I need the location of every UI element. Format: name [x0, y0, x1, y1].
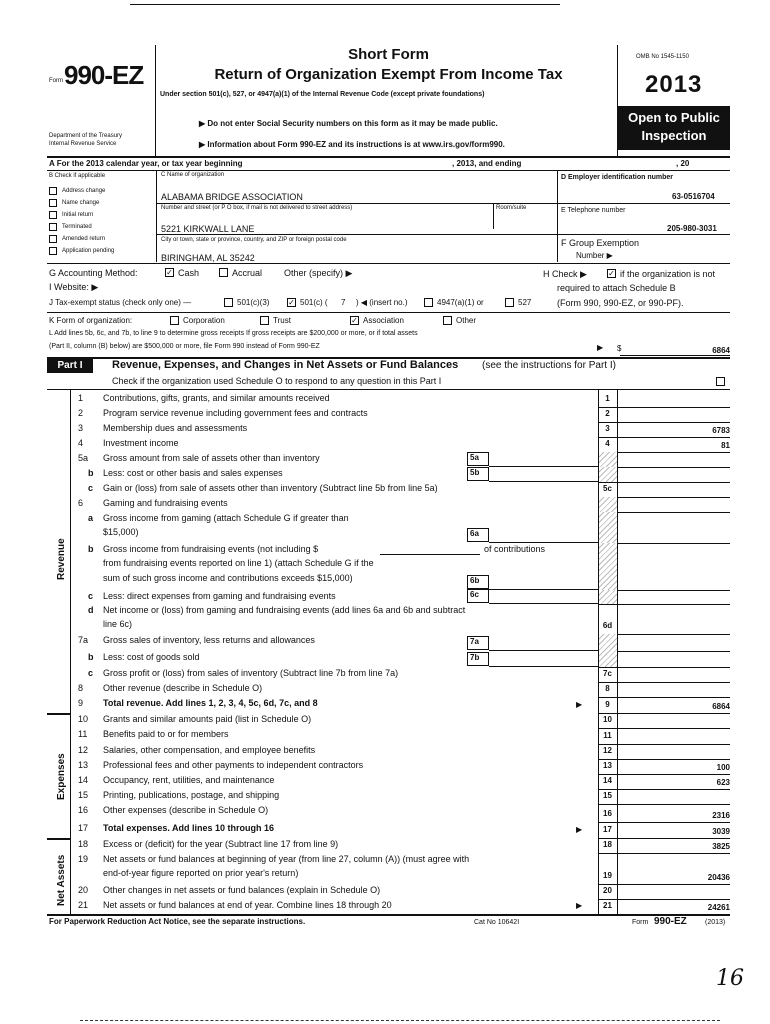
line-l-text-2: (Part II, column (B) below) are $500,000 or more, file Form 990 instead of Form 990-EZ [49, 343, 320, 350]
line-amount[interactable]: 81 [721, 441, 730, 450]
open-public-line-2: Inspection [641, 128, 707, 143]
527-checkbox[interactable] [505, 298, 514, 307]
ein-value: 63-0516704 [672, 192, 715, 201]
line-a-20: , 20 [676, 159, 690, 168]
b-c-divider [156, 170, 157, 262]
applicable-checkbox[interactable] [49, 247, 57, 255]
trust-checkbox[interactable] [260, 316, 269, 325]
handwritten-page-mark: 16 [716, 966, 744, 991]
line-a-rule [47, 170, 730, 171]
h-text-2: required to attach Schedule B [557, 283, 676, 293]
tax-exempt-label: J Tax-exempt status (check only one) — [49, 298, 192, 307]
shaded-cell [599, 512, 617, 543]
h-text-1: if the organization is not [620, 269, 716, 279]
line-a-and-ending: , 2013, and ending [452, 159, 522, 168]
dept-line-2: Internal Revenue Service [49, 141, 117, 147]
street-label: Number and street (or P O box, if mail is not delivered to street address) [161, 205, 353, 211]
line-number: 14 [78, 775, 89, 785]
line-number: 21 [78, 900, 89, 910]
shaded-cell [599, 634, 617, 651]
line-description: Printing, publications, postage, and shipping [103, 790, 280, 800]
subline-box: 7a [467, 636, 489, 650]
line-ref: 13 [603, 761, 612, 770]
line-description: Benefits paid to or for members [103, 729, 229, 739]
revenue-expenses-split [47, 713, 70, 715]
row-rule [598, 667, 730, 668]
accrual-checkbox[interactable] [219, 268, 228, 277]
form-number: 990-EZ [64, 60, 144, 90]
line-description: Contributions, gifts, grants, and similar amounts received [103, 393, 330, 403]
row-rule [598, 804, 730, 805]
header-bottom-rule [47, 156, 730, 158]
row-rule [598, 422, 730, 423]
line-a-label: A For the 2013 calendar year, or tax year beginning [49, 159, 243, 168]
line-description: Program service revenue including government fees and contracts [103, 408, 368, 418]
subline-amount-field[interactable] [489, 466, 598, 467]
row-rule [598, 543, 730, 544]
line-ref: 11 [603, 731, 612, 740]
applicable-checkbox-label: Initial return [62, 212, 94, 218]
line-number: 9 [78, 698, 84, 708]
line-ref: 14 [603, 776, 612, 785]
line-number: 2 [78, 408, 84, 418]
4947-label: 4947(a)(1) or [437, 298, 484, 307]
expenses-net-split [47, 838, 70, 840]
line-number: b [88, 652, 94, 662]
line-ref: 9 [605, 700, 610, 709]
line-l-amount-rule [620, 355, 730, 356]
org-name: ALABAMA BRIDGE ASSOCIATION [161, 192, 303, 202]
phone-rule [557, 234, 730, 235]
group-exemption-label: F Group Exemption [561, 238, 640, 248]
line-description: Gross amount from sale of assets other than inventory [103, 453, 320, 463]
part1-check-rule [47, 389, 730, 390]
h-text-3: (Form 990, 990-EZ, or 990-PF). [557, 298, 684, 308]
line-description-cont: line 6c) [103, 619, 133, 629]
line-number: 17 [78, 823, 89, 833]
schedule-o-checkbox[interactable] [716, 377, 725, 386]
part1-title-suffix: (see the instructions for Part I) [482, 360, 616, 371]
subline-box: 6b [467, 575, 489, 589]
501c3-checkbox[interactable] [224, 298, 233, 307]
ein-rule [557, 203, 730, 204]
subline-amount-field[interactable] [489, 481, 598, 482]
room-divider [493, 203, 494, 229]
h-check-label: H Check ▶ [543, 269, 587, 279]
ein-label: D Employer identification number [561, 174, 674, 181]
header-divider-left [155, 45, 156, 157]
shaded-cell [599, 497, 617, 512]
line-description: Other revenue (describe in Schedule O) [103, 683, 263, 693]
row-rule [598, 884, 730, 885]
under-section: Under section 501(c), 527, or 4947(a)(1) of the Internal Revenue Code (except private foundations) [160, 91, 485, 98]
row-rule [598, 682, 730, 683]
info-notice: ▶ Information about Form 990-EZ and its instructions is at www.irs.gov/form990. [199, 140, 505, 149]
name-of-org-label: C Name of organization [161, 172, 225, 178]
applicable-checkbox[interactable] [49, 199, 57, 207]
applicable-checkbox[interactable] [49, 211, 57, 219]
line-number: 1 [78, 393, 84, 403]
phone-value: 205-980-3031 [667, 224, 717, 233]
website-label: I Website: ▶ [49, 282, 99, 292]
501c-label: 501(c) ( [300, 298, 328, 307]
section-bcd-rule [47, 263, 730, 264]
line-description: Gain or (loss) from sale of assets other than inventory (Subtract line 5b from line 5a) [103, 483, 438, 493]
line-ref: 15 [603, 791, 612, 800]
arrow-icon: ▶ [576, 901, 583, 910]
line-number: c [88, 483, 94, 493]
line-number: a [88, 513, 94, 523]
part1-bottom-rule [47, 914, 730, 916]
line-ref: 17 [603, 825, 612, 834]
other-org-checkbox[interactable] [443, 316, 452, 325]
line-description: Salaries, other compensation, and employee benefits [103, 745, 316, 755]
footer-form-year: (2013) [705, 919, 726, 926]
section-j-rule [47, 312, 730, 313]
line-number: c [88, 668, 94, 678]
footer-form-number: 990-EZ [654, 916, 687, 927]
association-label: Association [363, 316, 404, 325]
line-number: c [88, 591, 94, 601]
row-rule [598, 697, 730, 698]
line-ref: 5c [603, 484, 612, 493]
phone-label: E Telephone number [561, 207, 626, 214]
shaded-cell [599, 543, 617, 590]
other-org-label: Other [456, 316, 477, 325]
line-number: 15 [78, 790, 89, 800]
subline-box: 6a [467, 528, 489, 542]
line-ref: 10 [603, 715, 612, 724]
501c-number: 7 [341, 298, 346, 307]
shaded-cell [599, 467, 617, 482]
line-description-cont: $15,000) [103, 527, 139, 537]
row-rule [598, 774, 730, 775]
line-description: Gaming and fundraising events [103, 498, 228, 508]
line-description: Gross income from fundraising events (not including $ [103, 544, 319, 554]
applicable-checkbox[interactable] [49, 223, 57, 231]
line-amount[interactable]: 24261 [707, 903, 730, 912]
line-l-amount: 6864 [712, 346, 730, 355]
form-of-org-label: K Form of organization: [49, 316, 133, 325]
check-applicable-label: B Check if applicable [49, 173, 106, 179]
line-number: 12 [78, 745, 89, 755]
line-description: Gross profit or (loss) from sales of inventory (Subtract line 7b from line 7a) [103, 668, 399, 678]
part1-badge: Part I [47, 359, 93, 373]
other-method-label: Other (specify) ▶ [284, 268, 353, 278]
row-rule [598, 651, 730, 652]
line-ref: 18 [603, 840, 612, 849]
shaded-cell [599, 590, 617, 604]
footer-form-word: Form [632, 919, 649, 926]
applicable-checkbox-label: Terminated [62, 224, 92, 230]
open-public-line-1: Open to Public [628, 110, 720, 125]
row-rule [598, 899, 730, 900]
line-number: 13 [78, 760, 89, 770]
row-rule [598, 467, 730, 468]
line-description: Less: direct expenses from gaming and fundraising events [103, 591, 336, 601]
row-rule [598, 634, 730, 635]
subline-box: 5b [467, 467, 489, 481]
line-number: 11 [78, 729, 88, 739]
527-label: 527 [518, 298, 532, 307]
line-description: Net assets or fund balances at end of year. Combine lines 18 through 20 [103, 900, 392, 910]
cash-label: Cash [178, 268, 200, 278]
line-amount[interactable]: 623 [716, 778, 730, 787]
group-exemption-number: Number ▶ [576, 251, 613, 260]
line-l-dollar: $ [617, 344, 622, 353]
row-rule [598, 744, 730, 745]
row-rule [598, 512, 730, 513]
line-description-cont: sum of such gross income and contributions exceeds $15,000) [103, 573, 353, 583]
corporation-label: Corporation [183, 316, 225, 325]
line-number: 6 [78, 498, 84, 508]
line-amount[interactable]: 100 [716, 763, 730, 772]
arrow-icon: ▶ [576, 700, 583, 709]
applicable-checkbox-label: Application pending [62, 248, 115, 254]
subline-box: 7b [467, 652, 489, 666]
line-number: d [88, 605, 94, 615]
room-label: Room/suite [496, 205, 527, 211]
row-rule [598, 789, 730, 790]
line-amount[interactable]: 6783 [712, 426, 730, 435]
line-description: Other expenses (describe in Schedule O) [103, 805, 269, 815]
line-number: 16 [78, 805, 89, 815]
line-amount[interactable]: 3825 [712, 842, 730, 851]
line-amount[interactable]: 2316 [712, 811, 730, 820]
line-description-cont: end-of-year figure reported on prior year's return) [103, 868, 299, 878]
line-number: 10 [78, 714, 89, 724]
paperwork-notice: For Paperwork Reduction Act Notice, see the separate instructions. [49, 917, 306, 926]
subline-amount-field[interactable] [489, 603, 598, 604]
org-name-rule [156, 203, 557, 204]
line-ref: 1 [605, 394, 610, 403]
line-number: b [88, 468, 94, 478]
line-l-text-1: L Add lines 5b, 6c, and 7b, to line 9 to determine gross receipts If gross receipts are $200,000 or more, or if total assets [49, 330, 418, 337]
line-description: Total revenue. Add lines 1, 2, 3, 4, 5c, 6d, 7c, and 8 [103, 698, 318, 708]
row-rule [598, 604, 730, 605]
line-amount[interactable]: 6864 [712, 702, 730, 711]
c-d-divider [557, 170, 558, 262]
omb-number: OMB No 1545-1150 [636, 54, 689, 60]
applicable-checkbox[interactable] [49, 187, 57, 195]
line-description: Less: cost of goods sold [103, 652, 200, 662]
row-rule [598, 407, 730, 408]
line-number: 19 [78, 854, 89, 864]
line-description: Professional fees and other payments to independent contractors [103, 760, 364, 770]
4947-checkbox[interactable] [424, 298, 433, 307]
trust-label: Trust [273, 316, 291, 325]
line-description: Investment income [103, 438, 179, 448]
subline-amount-field[interactable] [489, 589, 598, 590]
subline-box: 6c [467, 589, 489, 603]
insert-no-label: ) ◀ (insert no.) [356, 298, 408, 307]
subline-amount-field[interactable] [489, 650, 598, 651]
part1-title: Revenue, Expenses, and Changes in Net Assets or Fund Balances [112, 359, 459, 371]
row-rule [598, 822, 730, 823]
top-rule [130, 4, 560, 5]
cash-checkbox[interactable]: ✓ [166, 268, 173, 277]
row-rule [598, 759, 730, 760]
schedule-o-text: Check if the organization used Schedule O to respond to any question in this Part I [112, 376, 442, 386]
line-description: Gross income from gaming (attach Schedule G if greater than [103, 513, 349, 523]
bottom-rule [80, 1020, 720, 1021]
line-ref: 7c [603, 669, 612, 678]
line-description: Net assets or fund balances at beginning of year (from line 27, column (A)) (must agree with [103, 854, 470, 864]
association-checkbox[interactable]: ✓ [351, 316, 358, 325]
line-number: 5a [78, 453, 89, 463]
line-l-arrow: ▶ [597, 343, 604, 352]
contribution-blank[interactable] [380, 554, 480, 555]
line-description: Total expenses. Add lines 10 through 16 [103, 823, 275, 833]
row-rule [598, 728, 730, 729]
row-rule [598, 590, 730, 591]
line-ref: 6d [602, 621, 613, 630]
line-number: 7a [78, 635, 89, 645]
form-word: Form [49, 78, 63, 84]
row-rule [598, 838, 730, 839]
applicable-checkbox-label: Name change [62, 200, 100, 206]
line-description-suffix: of contributions [484, 544, 546, 554]
cat-number: Cat No 10642I [474, 919, 520, 926]
net-assets-side-label: Net Assets [56, 854, 67, 906]
line-description: Gross sales of inventory, less returns and allowances [103, 635, 315, 645]
line-amount[interactable]: 3039 [712, 827, 730, 836]
line-ref: 12 [603, 746, 612, 755]
line-ref: 3 [605, 424, 610, 433]
street-address: 5221 KIRKWALL LANE [161, 224, 255, 234]
accounting-method-label: G Accounting Method: [49, 268, 138, 278]
row-rule [598, 853, 730, 854]
subline-amount-field[interactable] [489, 542, 598, 543]
city-label: City or town, state or province, country, and ZIP or foreign postal code [161, 237, 347, 243]
applicable-checkbox-label: Amended return [62, 236, 106, 242]
line-number: 4 [78, 438, 84, 448]
subline-amount-field[interactable] [489, 666, 598, 667]
applicable-checkbox[interactable] [49, 235, 57, 243]
line-ref: 21 [603, 901, 612, 910]
501c3-label: 501(c)(3) [237, 298, 270, 307]
expenses-side-label: Expenses [56, 753, 67, 800]
line-ref: 19 [603, 871, 612, 880]
row-rule [598, 437, 730, 438]
line-number: b [88, 544, 94, 554]
line-ref: 4 [605, 439, 610, 448]
applicable-checkbox-label: Address change [62, 188, 106, 194]
row-rule [598, 713, 730, 714]
line-number: 8 [78, 683, 84, 693]
short-form-label: Short Form [348, 46, 429, 63]
subline-box: 5a [467, 452, 489, 466]
row-rule [598, 497, 730, 498]
schedule-b-checkbox[interactable]: ✓ [608, 269, 615, 278]
tax-year: 2013 [645, 71, 703, 98]
line-description: Less: cost or other basis and sales expenses [103, 468, 283, 478]
501c-checkbox[interactable]: ✓ [288, 298, 295, 307]
shaded-cell [599, 651, 617, 667]
line-ref: 16 [603, 809, 612, 818]
line-description: Excess or (deficit) for the year (Subtract line 17 from line 9) [103, 839, 339, 849]
arrow-icon: ▶ [576, 825, 583, 834]
line-description: Occupancy, rent, utilities, and maintenance [103, 775, 275, 785]
line-description: Grants and similar amounts paid (list in Schedule O) [103, 714, 312, 724]
line-number: 18 [78, 839, 89, 849]
form-title: Return of Organization Exempt From Income Tax [214, 66, 563, 83]
line-description: Net income or (loss) from gaming and fundraising events (add lines 6a and 6b and subtract [103, 605, 466, 615]
row-rule [598, 482, 730, 483]
line-ref: 2 [605, 409, 610, 418]
line-amount[interactable]: 20436 [707, 873, 730, 882]
line-ref: 8 [605, 684, 610, 693]
line-ref: 20 [603, 886, 612, 895]
side-label-divider [70, 389, 71, 914]
street-rule [156, 234, 557, 235]
revenue-side-label: Revenue [56, 538, 67, 580]
line-number: 20 [78, 885, 89, 895]
accrual-label: Accrual [232, 268, 263, 278]
line-description: Membership dues and assessments [103, 423, 248, 433]
city-address: BIRINGHAM, AL 35242 [161, 253, 255, 263]
shaded-cell [599, 452, 617, 467]
no-ssn-notice: ▶ Do not enter Social Security numbers on this form as it may be made public. [199, 119, 498, 128]
line-description-cont: from fundraising events reported on line 1) (attach Schedule G if the [103, 558, 374, 568]
corporation-checkbox[interactable] [170, 316, 179, 325]
row-rule [598, 452, 730, 453]
dept-line-1: Department of the Treasury [49, 133, 123, 139]
line-number: 3 [78, 423, 84, 433]
line-description: Other changes in net assets or fund balances (explain in Schedule O) [103, 885, 381, 895]
